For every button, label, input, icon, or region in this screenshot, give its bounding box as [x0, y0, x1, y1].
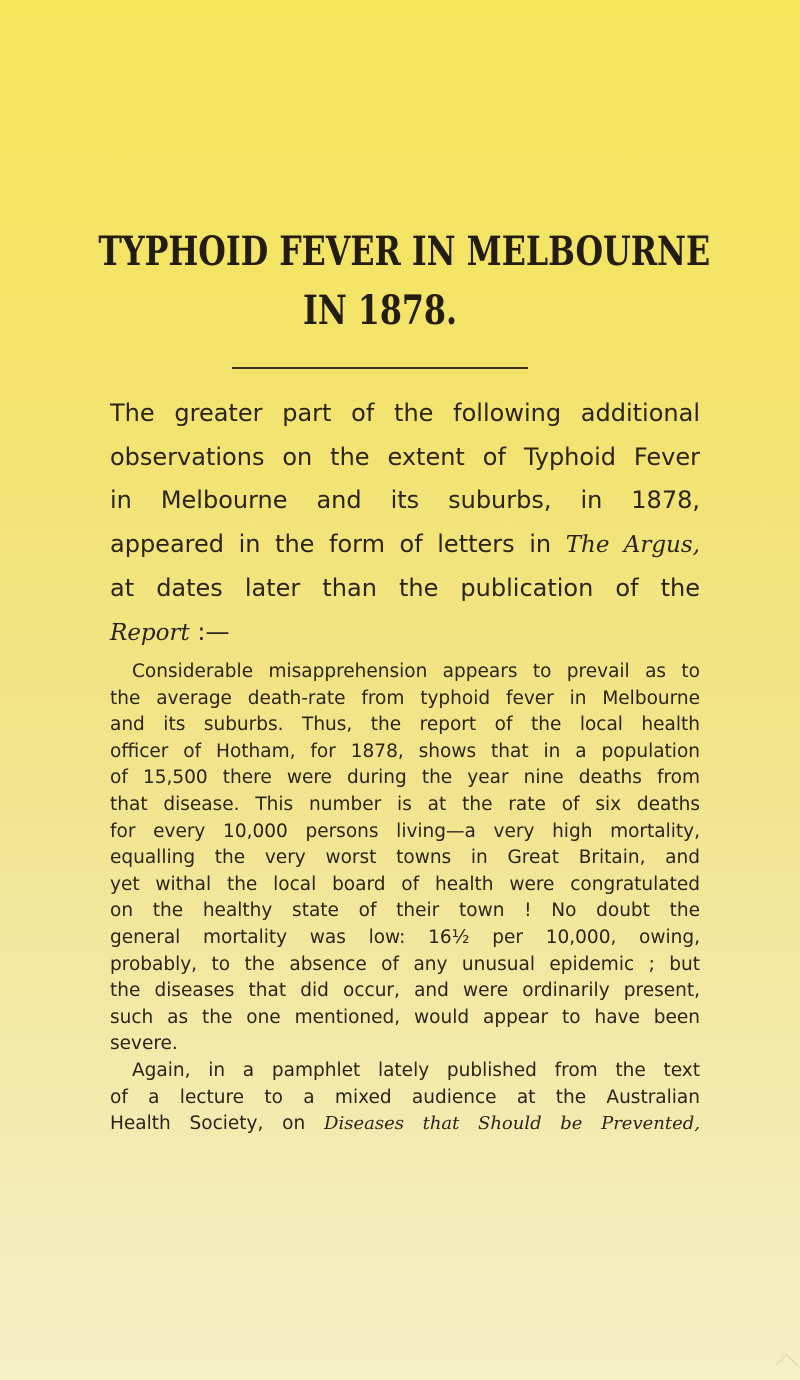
body-line: Again, in a pamphlet lately published from the text [132, 1059, 700, 1081]
body-line: of a lecture to a mixed audience at the Australian [110, 1086, 700, 1108]
body-line: of 15,500 there were during the year nine deaths from [110, 767, 700, 789]
body-line: yet withal the local board of health were congratulated [110, 873, 700, 895]
report-title: Report [110, 619, 190, 646]
newspaper-title: The Argus, [565, 531, 700, 558]
intro-text: appeared in the form of letters in [110, 529, 566, 558]
body-paragraph-2 [110, 1058, 700, 1138]
lecture-title: Diseases that Should be Prevented, [324, 1113, 700, 1135]
intro-line: observations on the extent of Typhoid Fever [110, 442, 700, 471]
body-line: equalling the very worst towns in Great Britain, and [110, 847, 700, 869]
body-line: Considerable misapprehension appears to prevail as to [132, 661, 700, 682]
body-line: for every 10,000 persons living—a very high mortality, [110, 820, 700, 842]
intro-paragraph [110, 392, 700, 655]
body-line: officer of Hotham, for 1878, shows that in a population [110, 740, 700, 762]
intro-text: :— [189, 617, 230, 646]
body-line: the average death-rate from typhoid fever in Melbourne [110, 687, 700, 709]
intro-line [110, 611, 700, 656]
intro-line: The greater part of the following additional [110, 399, 700, 427]
body-line: such as the one mentioned, would appear to have been [110, 1006, 700, 1028]
body-line: that disease. This number is at the rate of six deaths [110, 793, 700, 815]
intro-line [110, 523, 700, 568]
quoted-letter [110, 659, 700, 1138]
page-title: TYPHOID FEVER IN MELBOURNE [98, 228, 711, 275]
intro-line: at dates later than the publication of the [110, 574, 700, 602]
body-text: Health Society, on [110, 1113, 325, 1135]
body-line: on the healthy state of their town ! No doubt the [110, 900, 700, 922]
body-line [110, 1111, 700, 1138]
body-paragraph-1 [110, 659, 700, 1058]
body-line: general mortality was low: 16½ per 10,000, owing, [110, 926, 700, 948]
body-line: probably, to the absence of any unusual epidemic ; but [110, 953, 700, 975]
body-line: the diseases that did occur, and were ordinarily present, [110, 980, 700, 1002]
page-title-year: IN 1878. [303, 287, 457, 334]
body-line: severe. [110, 1033, 178, 1055]
title-divider [232, 367, 528, 369]
body-line: and its suburbs. Thus, the report of the local health [110, 714, 700, 736]
intro-line: in Melbourne and its suburbs, in 1878, [110, 486, 700, 514]
page-corner-mark [776, 1354, 797, 1375]
